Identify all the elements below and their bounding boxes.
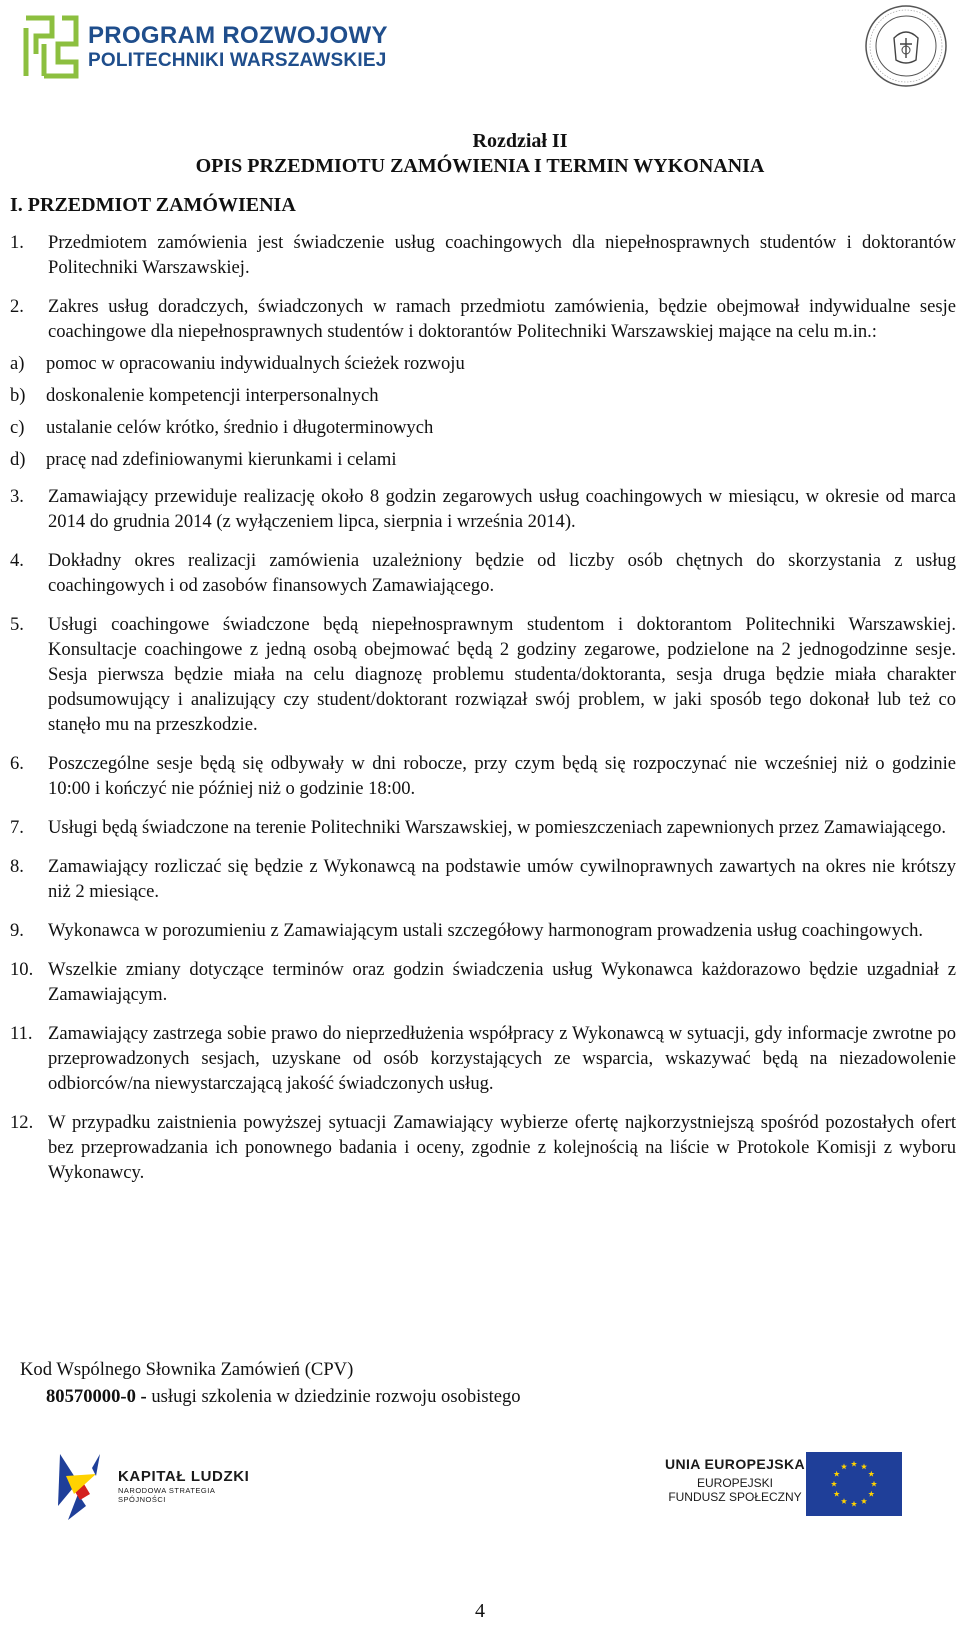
sublist <box>10 351 956 472</box>
item-number: 6. <box>10 753 24 774</box>
sublist-item <box>10 351 956 376</box>
sublist-item <box>10 447 956 472</box>
cpv-section <box>20 1356 521 1410</box>
list-item <box>10 1021 956 1096</box>
item-number: 9. <box>10 920 24 941</box>
page-footer <box>0 1440 960 1540</box>
item-text: Zamawiający rozliczać się będzie z Wykonawcą na podstawie umów cywilnoprawnych zawartych na okres nie krótszy niż 2 miesiące. <box>48 856 956 902</box>
item-number: 10. <box>10 959 34 980</box>
program-rozwojowy-logo <box>22 14 388 80</box>
university-seal-icon <box>864 4 948 88</box>
item-text: Wykonawca w porozumieniu z Zamawiającym ustali szczegółowy harmonogram prowadzenia usług coachingowych. <box>48 920 924 941</box>
item-number: 4. <box>10 550 24 571</box>
item-number: 3. <box>10 486 24 507</box>
eu-title: UNIA EUROPEJSKA <box>664 1456 806 1472</box>
item-text: Zamawiający zastrzega sobie prawo do nieprzedłużenia współpracy z Wykonawcą w sytuacji, gdy informacje zwrotne po przeprowadzonych sesjach, uzyskane od osób korzystających ze wsparcia, wskazywać będą na niezadowolenie odbiorców/na niewystarczającą jakość świadczonych usług. <box>48 1023 956 1094</box>
section-heading: I. PRZEDMIOT ZAMÓWIENIA <box>10 194 296 216</box>
item-text: Usługi coachingowe świadczone będą niepełnosprawnym studentom i doktorantom Politechniki Warszawskiej. Konsultacje coachingowe z jedną osobą obejmować będą 2 godziny zegarowe, podzielone na 2 jednogodzinne sesje. Sesja pierwsza będzie miała na celu diagnozę problemu studenta/doktoranta, sesja druga będzie miała charakter podsumowujący i analizujący czy student/doktorant rozwiązał swój problem, w jaki sposób tego dokonał lub też co stanęło mu na przeszkodzie. <box>48 614 956 735</box>
sublist-text: ustalanie celów krótko, średnio i długoterminowych <box>46 417 434 438</box>
sublist-item <box>10 415 956 440</box>
item-text: Poszczególne sesje będą się odbywały w dni robocze, przy czym będą się rozpoczynać nie wcześniej niż o godzinie 10:00 i kończyć nie później niż o godzinie 18:00. <box>48 753 956 799</box>
kapital-ludzki-star-icon <box>56 1448 116 1528</box>
item-text: Zakres usług doradczych, świadczonych w ramach przedmiotu zamówienia, będzie obejmował indywidualne sesje coachingowe dla niepełnosprawnych studentów i doktorantów Politechniki Warszawskiej mające na celu m.in.: <box>48 296 956 342</box>
sublist-text: doskonalenie kompetencji interpersonalnych <box>46 385 379 406</box>
item-text: Dokładny okres realizacji zamówienia uzależniony będzie od liczby osób chętnych do skorzystania z usług coachingowych i od zasobów finansowych Zamawiającego. <box>48 550 956 596</box>
chapter-title: Rozdział II <box>472 130 568 152</box>
eu-line2: EUROPEJSKI <box>696 1476 774 1490</box>
sublist-letter: d) <box>10 449 26 470</box>
item-number: 5. <box>10 614 24 635</box>
item-number: 1. <box>10 232 24 253</box>
kl-subtitle: NARODOWA STRATEGIA SPÓJNOŚCI <box>118 1486 215 1504</box>
item-number: 12. <box>10 1112 34 1133</box>
item-number: 8. <box>10 856 24 877</box>
item-number: 2. <box>10 296 24 317</box>
list-item <box>10 918 956 943</box>
document-body <box>10 230 956 1199</box>
cpv-code: 80570000-0 - <box>46 1386 147 1407</box>
list-item <box>10 957 956 1007</box>
sublist-text: pracę nad zdefiniowanymi kierunkami i celami <box>46 449 397 470</box>
program-rozwojowy-mark-icon <box>22 14 80 80</box>
kl-title: KAPITAŁ LUDZKI <box>118 1468 250 1485</box>
cpv-code-line <box>20 1383 521 1410</box>
list-item <box>10 815 956 840</box>
sublist-letter: a) <box>10 353 25 374</box>
logo-title: PROGRAM ROZWOJOWY <box>88 22 388 49</box>
cpv-label: Kod Wspólnego Słownika Zamówień (CPV) <box>20 1359 354 1380</box>
eu-line3: FUNDUSZ SPOŁECZNY <box>668 1490 802 1504</box>
item-number: 7. <box>10 817 24 838</box>
item-text: Zamawiający przewiduje realizację około 8 godzin zegarowych usług coachingowych w miesiącu, w okresie od marca 2014 do grudnia 2014 (z wyłączeniem lipca, sierpnia i września 2014). <box>48 486 956 532</box>
sublist-letter: c) <box>10 417 25 438</box>
logo-subtitle: POLITECHNIKI WARSZAWSKIEJ <box>88 50 387 71</box>
list-item <box>10 854 956 904</box>
item-text: Wszelkie zmiany dotyczące terminów oraz godzin świadczenia usług Wykonawca każdorazowo będzie uzgadniał z Zamawiającym. <box>48 959 956 1005</box>
list-item <box>10 751 956 801</box>
list-item <box>10 612 956 737</box>
list-item <box>10 548 956 598</box>
sublist-letter: b) <box>10 385 26 406</box>
item-number: 11. <box>10 1023 33 1044</box>
item-text: Przedmiotem zamówienia jest świadczenie usług coachingowych dla niepełnosprawnych studentów i doktorantów Politechniki Warszawskiej. <box>48 232 956 278</box>
chapter-subtitle: OPIS PRZEDMIOTU ZAMÓWIENIA I TERMIN WYKONANIA <box>195 155 765 177</box>
sublist-item <box>10 383 956 408</box>
cpv-description: usługi szkolenia w dziedzinie rozwoju osobistego <box>146 1386 521 1407</box>
kapital-ludzki-logo <box>56 1448 256 1528</box>
eu-flag-icon <box>806 1452 902 1516</box>
list-item <box>10 1110 956 1185</box>
item-text: W przypadku zaistnienia powyższej sytuacji Zamawiający wybierze ofertę najkorzystniejszą spośród pozostałych ofert bez przeprowadzania ich ponownego badania i oceny, zgodnie z kolejnością na liście w Protokole Komisji z wyboru Wykonawcy. <box>48 1112 956 1183</box>
sublist-text: pomoc w opracowaniu indywidualnych ścieżek rozwoju <box>46 353 465 374</box>
list-item <box>10 484 956 534</box>
list-item <box>10 294 956 344</box>
list-item <box>10 230 956 280</box>
item-text: Usługi będą świadczone na terenie Politechniki Warszawskiej, w pomieszczeniach zapewnionych przez Zamawiającego. <box>48 817 947 838</box>
page-number: 4 <box>475 1600 485 1622</box>
page-header <box>0 0 960 120</box>
